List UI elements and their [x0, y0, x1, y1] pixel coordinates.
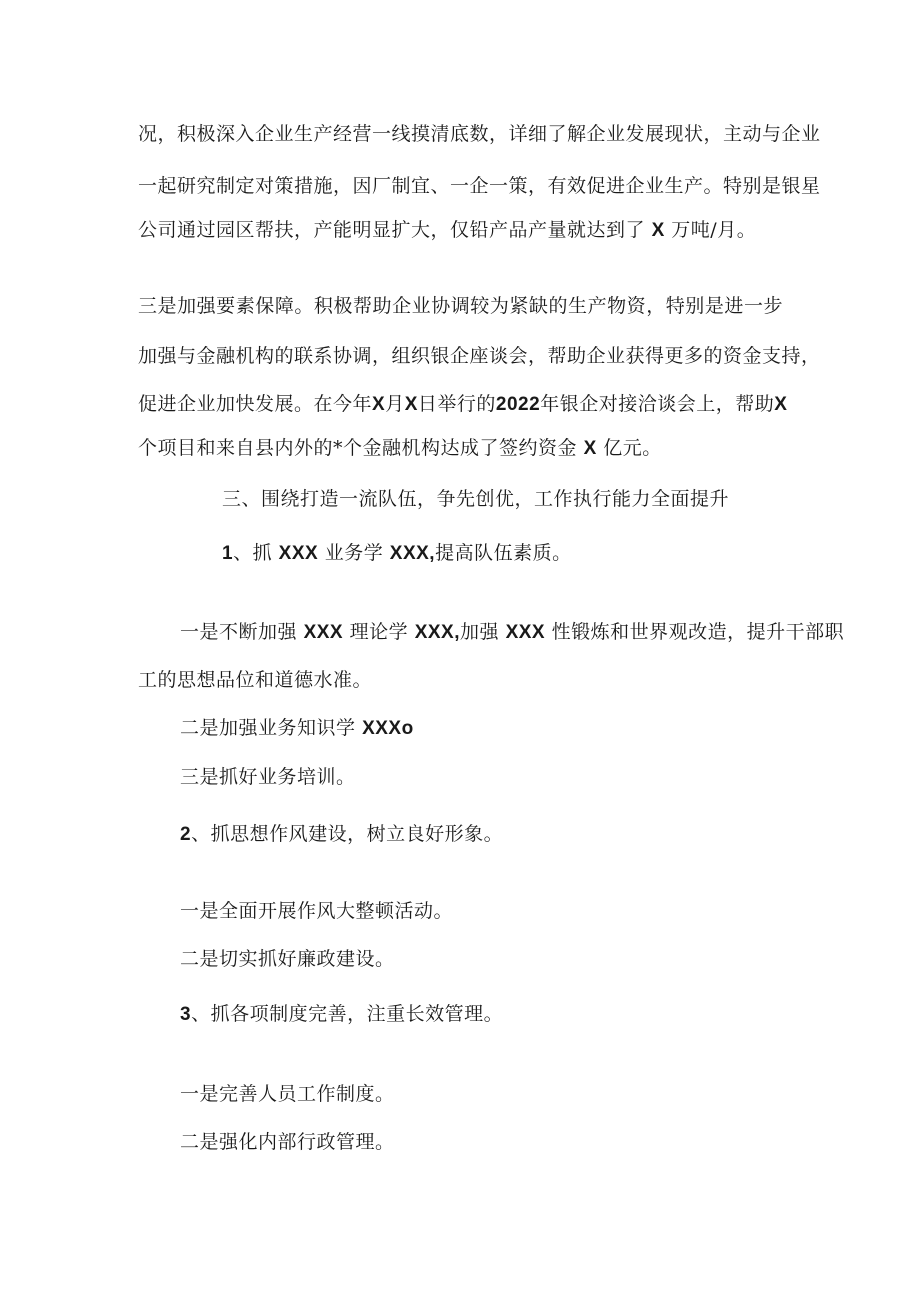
paragraph-line: 一是全面开展作风大整顿活动。 — [180, 900, 454, 922]
paragraph-line — [138, 436, 662, 461]
paragraph-line — [180, 620, 844, 645]
placeholder-value: X — [372, 394, 386, 415]
paragraph-line — [138, 392, 788, 417]
placeholder-value: XXX, — [389, 543, 436, 564]
paragraph-line: 一起研究制定对策措施，因厂制宜、一企一策，有效促进企业生产。特别是银星 — [138, 175, 821, 197]
text-run: 亿元。 — [603, 437, 662, 459]
text-run: 一是不断加强 — [180, 621, 298, 643]
text-run: 加强 — [460, 621, 500, 643]
placeholder-value: XXX, — [414, 622, 461, 643]
placeholder-value: X — [583, 438, 597, 459]
paragraph-line: 二是强化内部行政管理。 — [180, 1131, 395, 1153]
text-run: 月 — [385, 393, 405, 415]
item-number: 3 — [180, 1004, 192, 1025]
paragraph-line — [180, 716, 414, 741]
text-run: 提高队伍素质。 — [435, 542, 572, 564]
placeholder-value: XXX — [278, 543, 319, 564]
text-run: 理论学 — [349, 621, 409, 643]
placeholder-value: X — [651, 220, 665, 241]
paragraph-line: 二是切实抓好廉政建设。 — [180, 948, 395, 970]
paragraph-line — [138, 218, 756, 243]
text-run: 二是加强业务知识学 — [180, 717, 356, 739]
item-heading — [180, 822, 503, 847]
paragraph-line: 工的思想品位和道德水准。 — [138, 669, 373, 691]
placeholder-value: XXXo — [362, 718, 414, 739]
placeholder-value: X — [774, 394, 788, 415]
paragraph-line: 一是完善人员工作制度。 — [180, 1083, 395, 1105]
placeholder-value: XXX — [303, 622, 344, 643]
text-run: 日举行的 — [417, 393, 496, 415]
paragraph-line: 加强与金融机构的联系协调，组织银企座谈会，帮助企业获得更多的资金支持， — [138, 345, 821, 367]
text-run: 促进企业加快发展。在今年 — [138, 393, 373, 415]
text-run: 个项目和来自县内外的*个金融机构达成了签约资金 — [138, 437, 578, 459]
item-number: 1 — [222, 543, 234, 564]
text-run: 、抓思想作风建设，树立良好形象。 — [191, 823, 504, 845]
item-heading — [222, 541, 572, 566]
year-value: 2022 — [495, 394, 541, 415]
text-run: 万吨/月。 — [671, 219, 757, 241]
placeholder-value: XXX — [505, 622, 546, 643]
text-run: 公司通过园区帮扶，产能明显扩大，仅铅产品产量就达到了 — [138, 219, 646, 241]
text-run: 业务学 — [324, 542, 384, 564]
text-run: 年银企对接洽谈会上，帮助 — [540, 393, 775, 415]
text-run: 性锻炼和世界观改造，提升干部职 — [551, 621, 845, 643]
item-number: 2 — [180, 824, 192, 845]
text-run: 、抓 — [233, 542, 273, 564]
placeholder-value: X — [404, 394, 418, 415]
paragraph-line: 况，积极深入企业生产经营一线摸清底数，详细了解企业发展现状，主动与企业 — [138, 123, 821, 145]
text-run: 、抓各项制度完善，注重长效管理。 — [191, 1003, 504, 1025]
item-heading — [180, 1002, 503, 1027]
section-heading: 三、围绕打造一流队伍，争先创优，工作执行能力全面提升 — [222, 488, 730, 510]
paragraph-line: 三是加强要素保障。积极帮助企业协调较为紧缺的生产物资，特别是进一步 — [138, 295, 783, 317]
paragraph-line: 三是抓好业务培训。 — [180, 766, 356, 788]
